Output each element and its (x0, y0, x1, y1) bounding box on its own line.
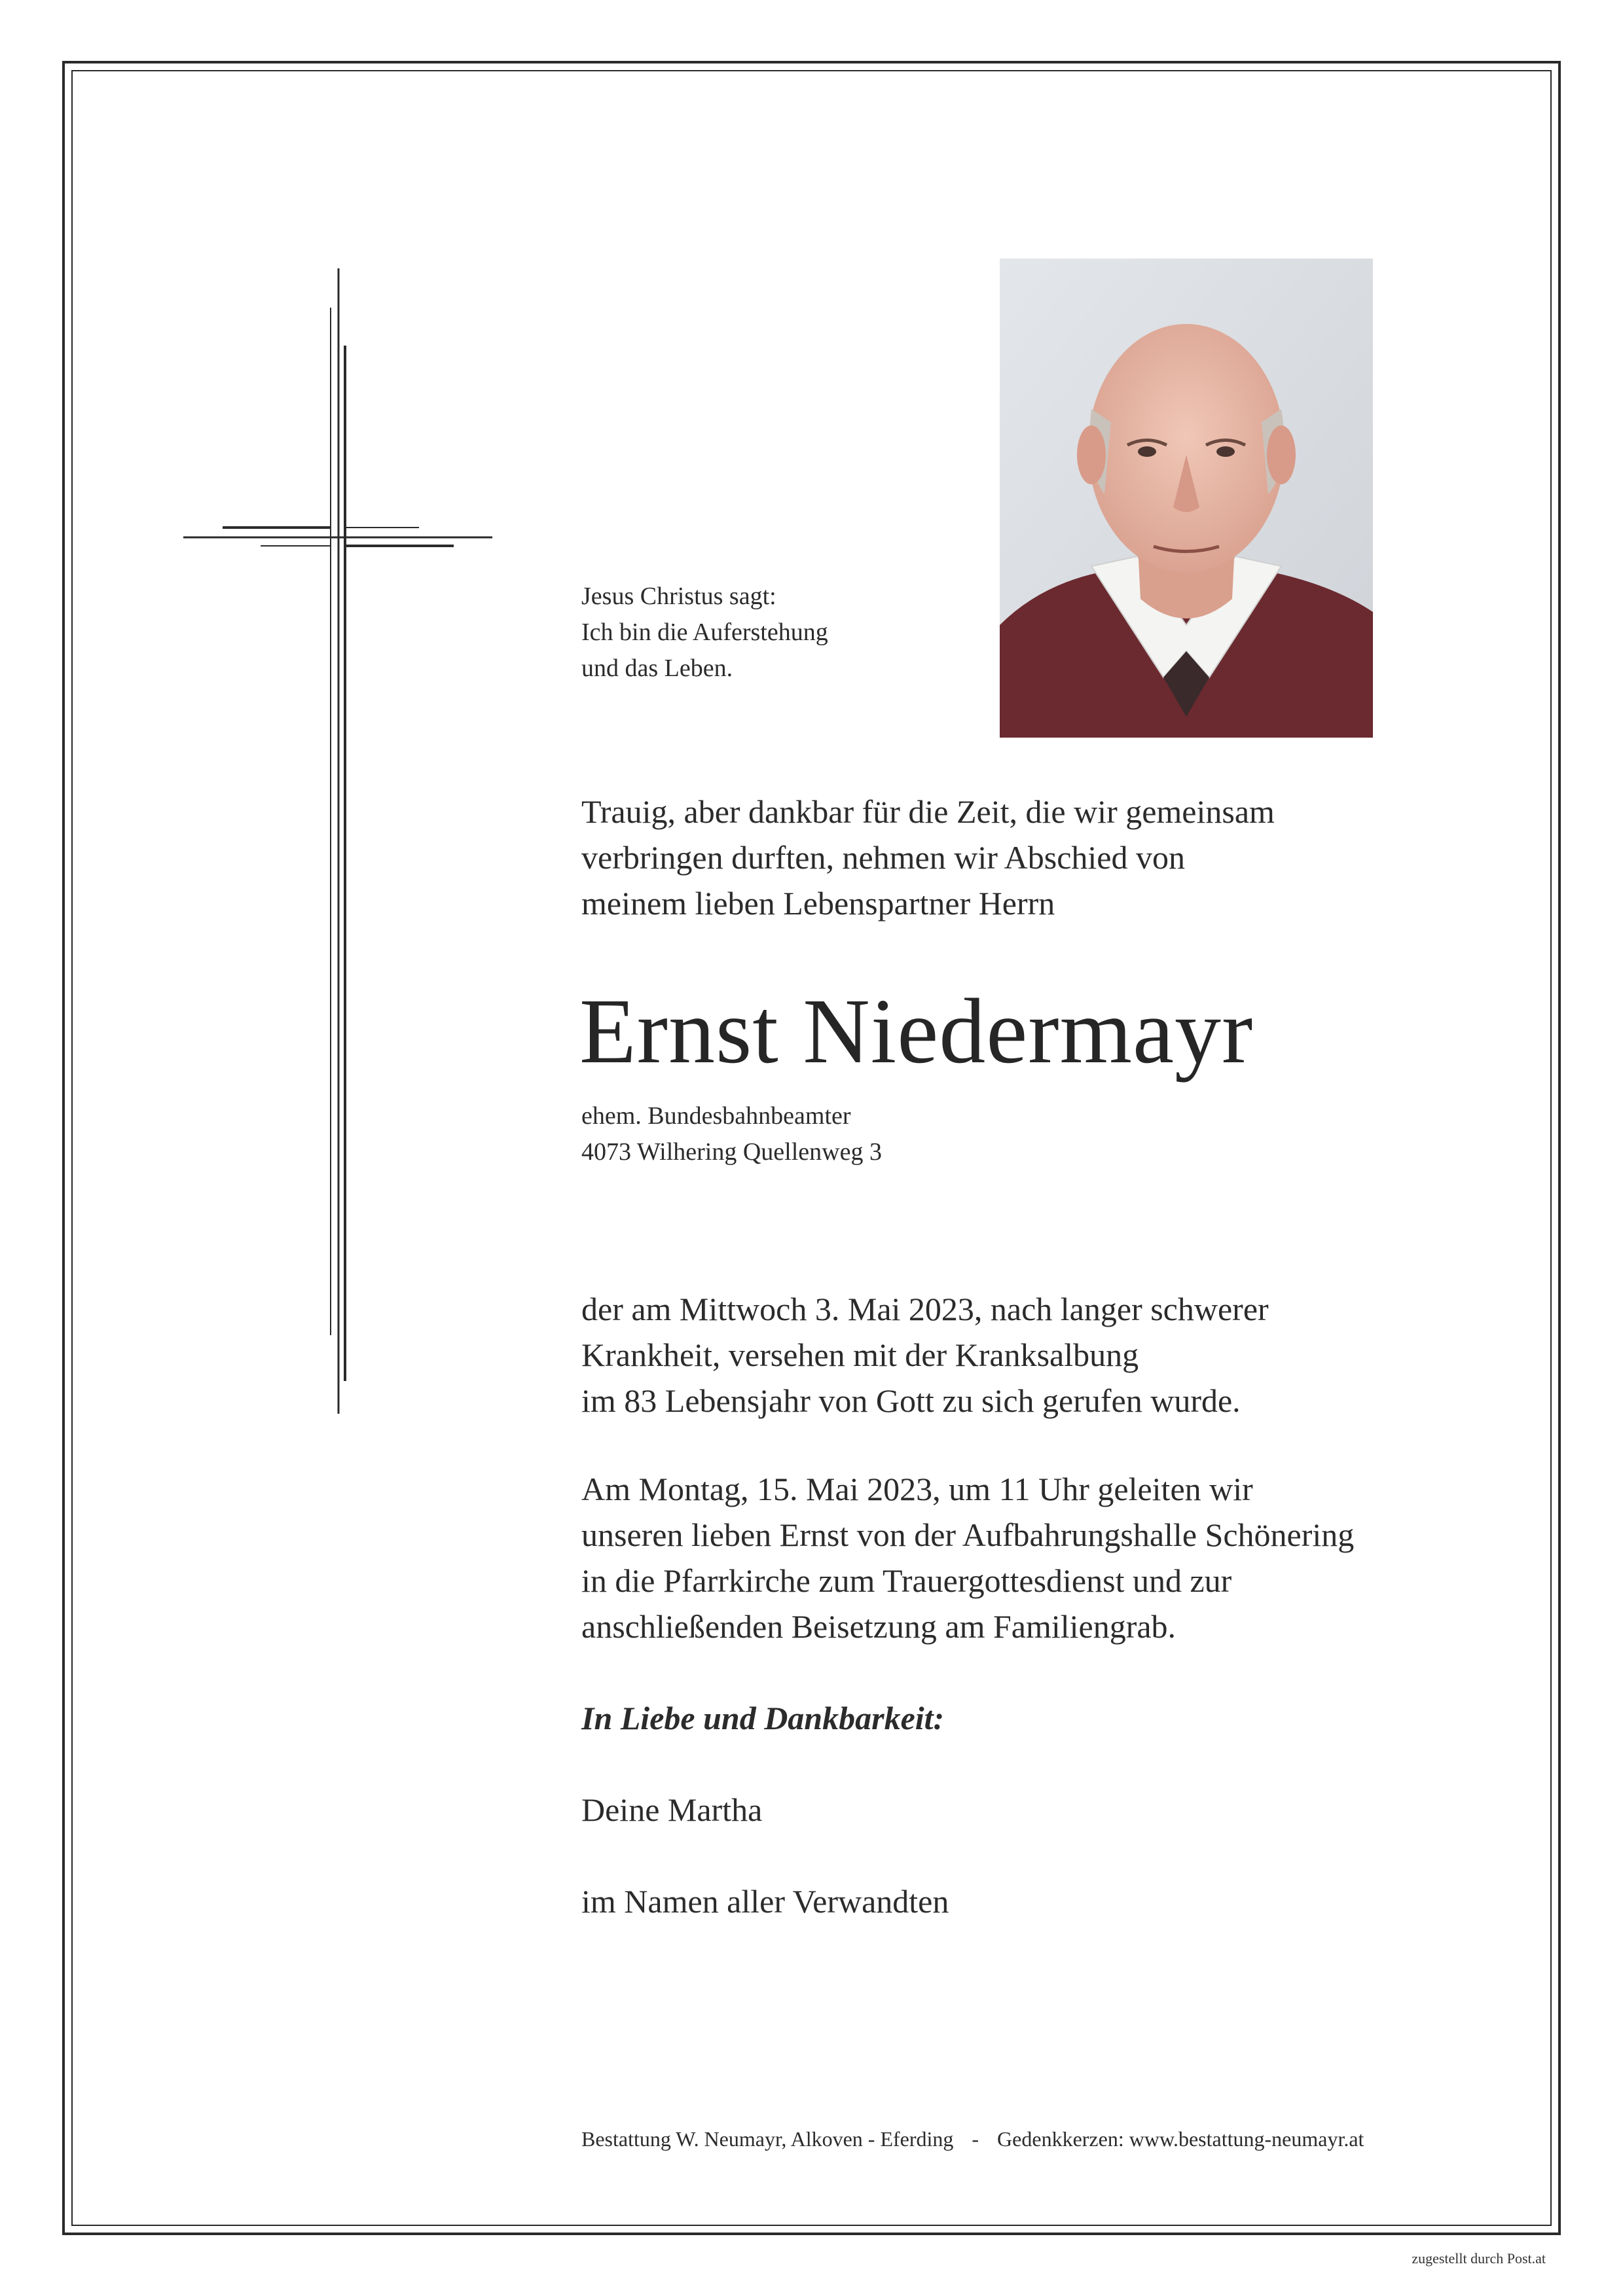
funeral-notice-line: in die Pfarrkirche zum Trauergottesdienst und zur (581, 1562, 1232, 1599)
intro-line: meinem lieben Lebenspartner Herrn (581, 885, 1055, 922)
portrait-illustration (1000, 259, 1373, 738)
postal-note: zugestellt durch Post.at (1412, 2250, 1546, 2267)
death-notice-line: im 83 Lebensjahr von Gott zu sich gerufen wurde. (581, 1382, 1241, 1419)
intro-line: Trauig, aber dankbar für die Zeit, die wir gemeinsam (581, 793, 1275, 830)
footer (581, 2126, 1364, 2152)
death-notice (581, 1286, 1269, 1424)
deceased-details (581, 1098, 882, 1170)
occupation: ehem. Bundesbahnbeamter (581, 1102, 851, 1130)
footer-undertaker: Bestattung W. Neumayr, Alkoven - Eferding (581, 2127, 954, 2151)
footer-separator: - (972, 2127, 979, 2151)
footer-candles-link[interactable]: Gedenkkerzen: www.bestattung-neumayr.at (997, 2127, 1364, 2151)
address: 4073 Wilhering Quellenweg 3 (581, 1138, 882, 1166)
signature-name: Deine Martha (581, 1791, 763, 1828)
signature-relatives: im Namen aller Verwandten (581, 1883, 949, 1920)
verse-line: Ich bin die Auferstehung (581, 619, 828, 646)
portrait-photo (1000, 259, 1373, 738)
death-notice-line: der am Mittwoch 3. Mai 2023, nach langer schwerer (581, 1291, 1269, 1327)
funeral-notice-line: unseren lieben Ernst von der Aufbahrungshalle Schönering (581, 1516, 1355, 1553)
intro-text (581, 789, 1275, 926)
verse-line: und das Leben. (581, 655, 733, 682)
closing-phrase: In Liebe und Dankbarkeit: (581, 1700, 945, 1736)
funeral-notice-line: anschließenden Beisetzung am Familiengrab. (581, 1608, 1176, 1645)
bible-verse (581, 579, 828, 687)
intro-line: verbringen durften, nehmen wir Abschied von (581, 839, 1185, 876)
funeral-notice (581, 1466, 1354, 1649)
death-notice-line: Krankheit, versehen mit der Kranksalbung (581, 1336, 1139, 1373)
funeral-notice-line: Am Montag, 15. Mai 2023, um 11 Uhr geleiten wir (581, 1471, 1253, 1507)
verse-line: Jesus Christus sagt: (581, 583, 776, 610)
deceased-name: Ernst Niedermayr (579, 979, 1254, 1083)
